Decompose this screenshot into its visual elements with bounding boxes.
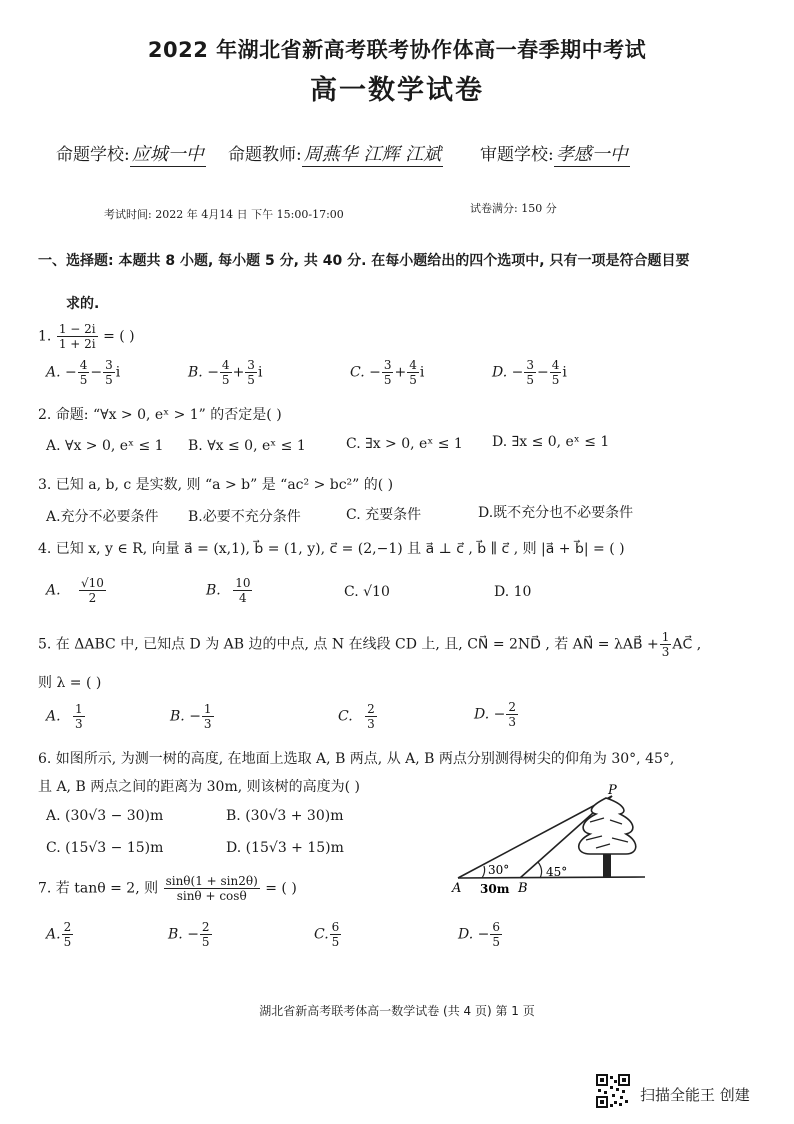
q4-option-a: A. $\frac{√10}{2}$: [46, 576, 104, 605]
q7-option-a: A. $\frac{2}{5}$: [46, 920, 72, 949]
teacher-info: 命题教师: 周燕华 江辉 江斌: [228, 140, 443, 167]
q1-option-a: A. − $\frac{4}{5}$ − $\frac{3}{5}$ i: [46, 358, 121, 387]
q2-option-d: D. ∃x ≤ 0, eˣ ≤ 1: [492, 434, 610, 450]
q1-option-c: C. − $\frac{3}{5}$ + $\frac{4}{5}$ i: [350, 358, 425, 387]
q7-option-d: D. − $\frac{6}{5}$: [458, 920, 500, 949]
point-p-label: P: [608, 783, 617, 798]
q1-option-d: D. − $\frac{3}{5}$ − $\frac{4}{5}$ i: [492, 358, 567, 387]
question-3: 3. 已知 a, b, c 是实数, 则 “a > b” 是 “ac² > bc²” 的( ): [38, 477, 394, 493]
q6-option-c: C. (15√3 − 15)m: [46, 840, 164, 856]
q2-option-a: A. ∀x > 0, eˣ ≤ 1: [46, 438, 164, 454]
q5-option-d: D. − $\frac{2}{3}$: [474, 700, 516, 729]
page-footer: 湖北省新高考联考体高一数学试卷 (共 4 页) 第 1 页: [259, 1004, 535, 1018]
distance-label: 30m: [480, 882, 510, 896]
section-heading-cont: 求的.: [66, 296, 100, 312]
q2-option-b: B. ∀x ≤ 0, eˣ ≤ 1: [188, 438, 306, 454]
q4-option-c: C. √10: [344, 584, 390, 600]
angle-arc-b: [538, 862, 542, 878]
question-6: 6. 如图所示, 为测一树的高度, 在地面上选取 A, B 两点, 从 A, B 两点分别测得树尖的仰角为 30°, 45°,: [38, 751, 675, 767]
subject-title: 高一数学试卷: [310, 75, 484, 106]
question-5-cont: 则 λ = ( ): [38, 675, 102, 691]
q5-option-a: A. $\frac{1}{3}$: [46, 702, 83, 731]
qr-code-icon: [596, 1074, 630, 1108]
question-2: 2. 命题: “∀x > 0, eˣ > 1” 的否定是( ): [38, 407, 282, 423]
q4-option-d: D. 10: [494, 584, 532, 600]
q5-option-c: C. $\frac{2}{3}$: [338, 702, 375, 731]
angle-30-label: 30°: [488, 863, 510, 877]
q1-option-b: B. − $\frac{4}{5}$ + $\frac{3}{5}$ i: [188, 358, 263, 387]
q5-option-b: B. − $\frac{1}{3}$: [170, 702, 212, 731]
question-5: 5. 在 ΔABC 中, 已知点 D 为 AB 边的中点, 点 N 在线段 CD 上, 且, CN⃗ = 2ND⃗ , 若 AN⃗ = λAB⃗ + $\frac{1}{3}$ AC⃗ ,: [38, 630, 702, 659]
angle-45-label: 45°: [546, 865, 568, 879]
exam-time: 考试时间: 2022 年 4月14 日 下午 15:00-17:00: [104, 208, 344, 221]
point-b-label: B: [518, 881, 528, 896]
q6-option-d: D. (15√3 + 15)m: [226, 840, 344, 856]
scanner-watermark: 扫描全能王 创建: [640, 1086, 750, 1104]
q2-option-c: C. ∃x > 0, eˣ ≤ 1: [346, 436, 463, 452]
point-a-label: A: [452, 881, 462, 896]
exam-score: 试卷满分: 150 分: [470, 202, 557, 215]
q6-option-b: B. (30√3 + 30)m: [226, 808, 344, 824]
q3-option-d: D.既不充分也不必要条件: [478, 505, 634, 521]
question-1: 1. $\frac{1 - 2i}{1 + 2i}$ = ( ): [38, 322, 135, 351]
q7-option-c: C. $\frac{6}{5}$: [314, 920, 340, 949]
q3-option-c: C. 充要条件: [346, 507, 422, 523]
review-info: 审题学校: 孝感一中: [480, 140, 630, 167]
tree-figure: [440, 782, 660, 900]
section-heading: 一、选择题: 本题共 8 小题, 每小题 5 分, 共 40 分. 在每小题给出的四个选项中, 只有一项是符合题目要: [38, 253, 690, 269]
q7-option-b: B. − $\frac{2}{5}$: [168, 920, 210, 949]
question-7: 7. 若 tanθ = 2, 则 $\frac{\sin\theta(1 + \sin 2\theta)}{\sin\theta + \cos\theta}$ = ( ): [38, 874, 297, 903]
q3-option-a: A.充分不必要条件: [46, 509, 159, 525]
question-4: 4. 已知 x, y ∈ R, 向量 a⃗ = (x,1), b⃗ = (1, y), c⃗ = (2,−1) 且 a⃗ ⊥ c⃗ , b⃗ ∥ c⃗ , 则 |a⃗ + b⃗| = ( ): [38, 541, 625, 557]
q3-option-b: B.必要不充分条件: [188, 509, 301, 525]
exam-title: 2022 年湖北省新高考联考协作体高一春季期中考试: [147, 38, 647, 62]
question-6-cont: 且 A, B 两点之间的距离为 30m, 则该树的高度为( ): [38, 779, 361, 795]
angle-arc-a: [482, 866, 485, 878]
school-info: 命题学校: 应城一中: [56, 140, 206, 167]
q4-option-b: B. $\frac{10}{4}$: [206, 576, 251, 605]
q6-option-a: A. (30√3 − 30)m: [46, 808, 164, 824]
